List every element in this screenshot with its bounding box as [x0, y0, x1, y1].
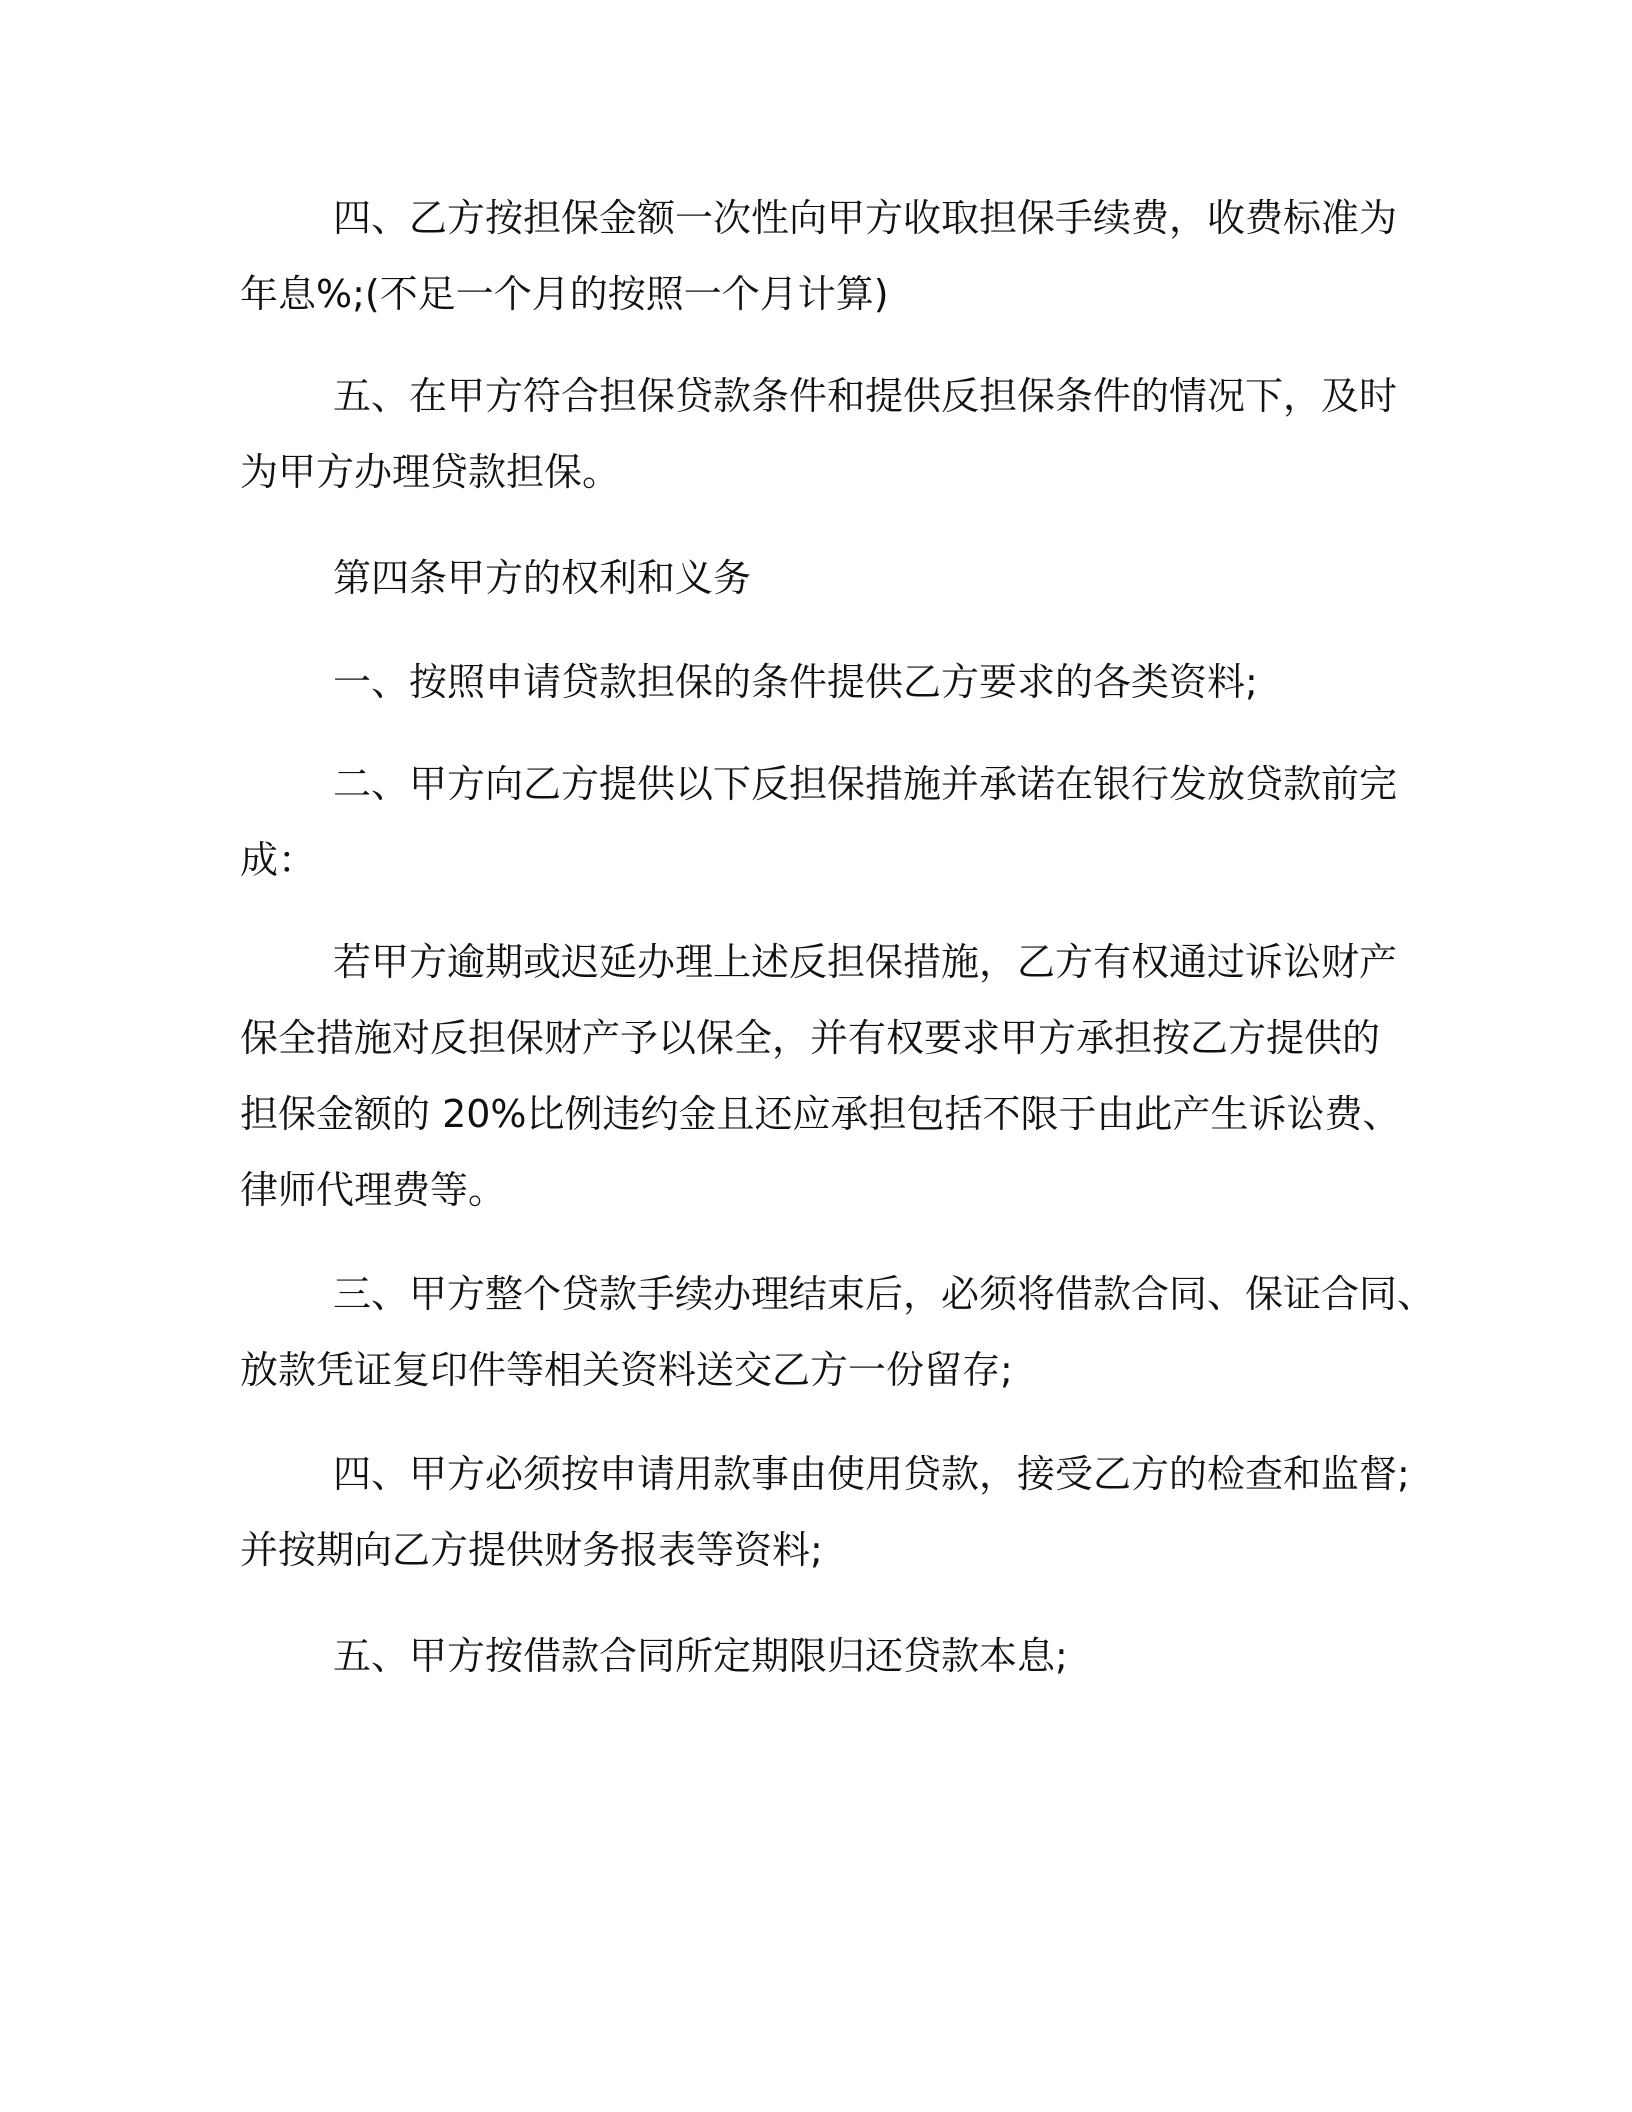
paragraph-default-line-2: 保全措施对反担保财产予以保全，并有权要求甲方承担按乙方提供的 [240, 1016, 1381, 1060]
paragraph-loan-usage-line-1: 四、甲方必须按申请用款事由使用贷款，接受乙方的检查和监督; [333, 1452, 1410, 1496]
paragraph-default-line-3: 担保金额的 20%比例违约金且还应承担包括不限于由此产生诉讼费、 [240, 1092, 1401, 1136]
paragraph-documents-line-2: 放款凭证复印件等相关资料送交乙方一份留存; [240, 1348, 1013, 1392]
paragraph-default-line-4: 律师代理费等。 [240, 1168, 507, 1212]
paragraph-counter-guarantee-line-2: 成： [240, 838, 317, 882]
paragraph-guarantee-line-2: 为甲方办理贷款担保。 [240, 450, 621, 494]
paragraph-documents-line-1: 三、甲方整个贷款手续办理结束后，必须将借款合同、保证合同、 [333, 1272, 1436, 1316]
paragraph-repayment-line-1: 五、甲方按借款合同所定期限归还贷款本息; [333, 1634, 1068, 1678]
section-heading: 第四条甲方的权利和义务 [333, 556, 752, 600]
paragraph-loan-usage-line-2: 并按期向乙方提供财务报表等资料; [240, 1528, 823, 1572]
paragraph-counter-guarantee-line-1: 二、甲方向乙方提供以下反担保措施并承诺在银行发放贷款前完 [333, 762, 1398, 806]
paragraph-fee-line-1: 四、乙方按担保金额一次性向甲方收取担保手续费，收费标准为 [333, 196, 1398, 240]
paragraph-default-line-1: 若甲方逾期或迟延办理上述反担保措施，乙方有权通过诉讼财产 [333, 940, 1398, 984]
paragraph-materials-line-1: 一、按照申请贷款担保的条件提供乙方要求的各类资料; [333, 660, 1258, 704]
paragraph-fee-line-2: 年息%;(不足一个月的按照一个月计算) [240, 272, 889, 316]
paragraph-guarantee-line-1: 五、在甲方符合担保贷款条件和提供反担保条件的情况下，及时 [333, 374, 1398, 418]
